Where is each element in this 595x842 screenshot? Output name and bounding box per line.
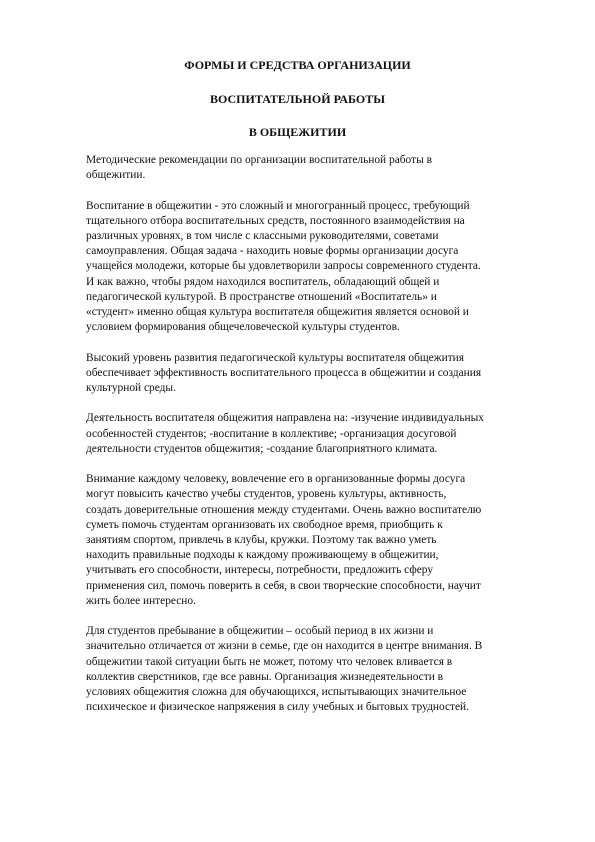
text-line: суметь помочь студентам организовать их свободное время, приобщить к <box>86 518 443 531</box>
text-line: психическое и физическое напряжения в силу учебных и бытовых трудностей. <box>86 701 469 714</box>
text-line: условиях общежития сложна для обучающихся, испытывающих значительное <box>86 686 467 699</box>
text-line: учитывать его способности, интересы, потребности, предложить сферу <box>86 564 434 577</box>
text-line: Высокий уровень развития педагогической культуры воспитателя общежития <box>86 351 465 364</box>
text-line: коллектив сверстников, где все равны. Организация жизнедеятельности в <box>86 670 444 683</box>
text-line: И как важно, чтобы рядом находился воспитатель, обладающий общей и <box>86 275 440 288</box>
text-line: особенностей студентов; -воспитание в коллективе; -организация досуговой <box>86 427 457 440</box>
text-line: деятельности студентов общежития; -создание благоприятного климата. <box>86 442 438 455</box>
text-line: создать доверительные отношения между студентами. Очень важно воспитателю <box>86 503 482 516</box>
text-line: общежитии такой ситуации быть не может, потому что человек вливается в <box>86 655 453 668</box>
text-line: учащейся молодежи, которые бы удовлетворили запросы современного студента. <box>86 260 481 273</box>
text-line: Воспитание в общежитии - это сложный и многогранный процесс, требующий <box>86 199 470 212</box>
text-line: находить правильные подходы к каждому проживающему в общежитии, <box>86 549 439 562</box>
text-line: могут повысить качество учебы студентов, уровень культуры, активность, <box>86 488 447 501</box>
text-line: Деятельность воспитателя общежития направлена на: -изучение индивидуальных <box>86 412 484 425</box>
paragraph-culture-level <box>86 351 556 397</box>
paragraph-attention <box>86 472 556 609</box>
text-line: общежитии. <box>86 169 146 182</box>
title-line-2: ВОСПИТАТЕЛЬНОЙ РАБОТЫ <box>210 92 385 106</box>
paragraph-dormitory-life <box>86 624 556 715</box>
text-line: условием формирования общечеловеческой культуры студентов. <box>86 321 400 334</box>
text-line: Внимание каждому человеку, вовлечение его в организованные формы досуга <box>86 473 466 486</box>
text-line: значительно отличается от жизни в семье, где он находится в центре внимания. В <box>86 640 483 653</box>
text-line: жить более интересно. <box>86 594 196 607</box>
title-line-1: ФОРМЫ И СРЕДСТВА ОРГАНИЗАЦИИ <box>184 58 411 72</box>
text-line: различных уровнях, в том числе с классными руководителями, советами <box>86 230 439 242</box>
text-line: обеспечивает эффективность воспитательного процесса в общежитии и создания <box>86 366 482 379</box>
title-line-3: В ОБЩЕЖИТИИ <box>248 125 347 139</box>
paragraph-upbringing <box>86 199 556 336</box>
text-line: Методические рекомендации по организации воспитательной работы в <box>86 154 432 166</box>
text-line: «студент» именно общая культура воспитателя общежития является основой и <box>86 306 469 319</box>
document-body <box>86 153 556 731</box>
text-line: педагогической культурой. В пространстве отношений «Воспитатель» и <box>86 290 437 303</box>
paragraph-activity <box>86 411 556 457</box>
text-line: культурной среды. <box>86 382 176 395</box>
text-line: тщательного отбора воспитательных средств, постоянного взаимодействия на <box>86 214 465 227</box>
paragraph-intro <box>86 153 556 183</box>
text-line: Для студентов пребывание в общежитии – особый период в их жизни и <box>86 625 434 638</box>
text-line: применения сил, помочь поверить в себя, в свои творческие способности, научит <box>86 579 481 592</box>
text-line: самоуправления. Общая задача - находить новые формы организации досуга <box>86 245 459 258</box>
text-line: занятиям спортом, привлечь в клубы, кружки. Поэтому так важно уметь <box>86 534 437 547</box>
